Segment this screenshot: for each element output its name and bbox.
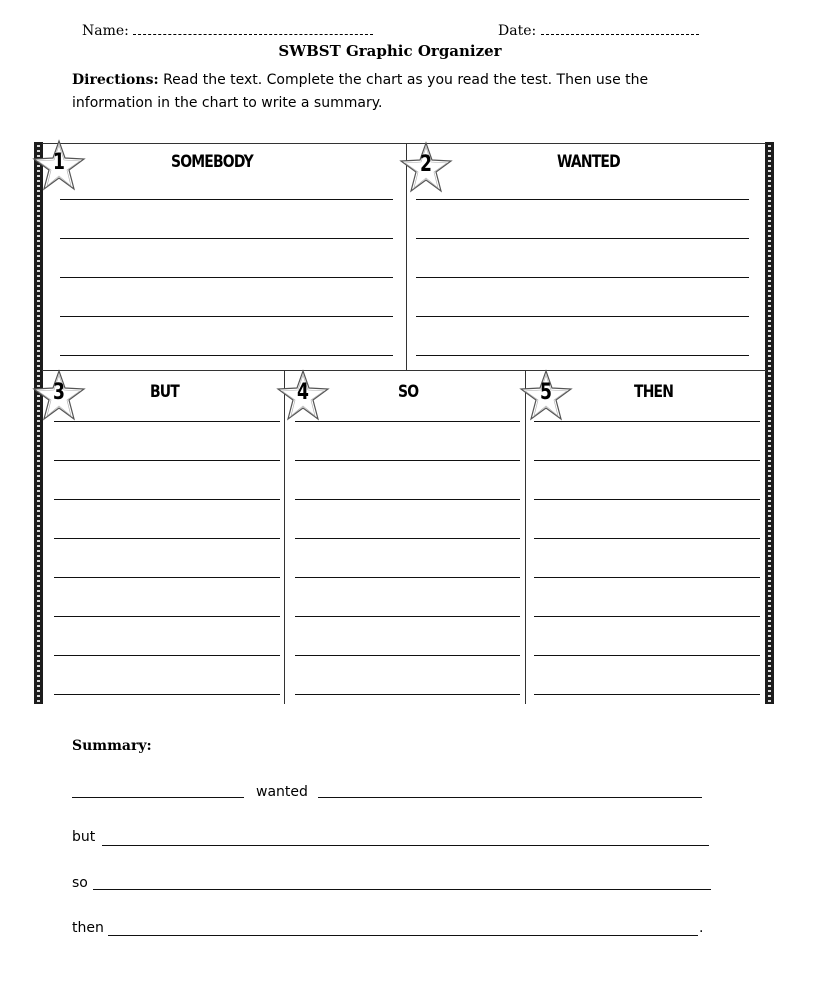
write-line[interactable] bbox=[295, 421, 520, 422]
star-3 bbox=[31, 368, 87, 424]
write-line[interactable] bbox=[54, 460, 280, 461]
write-line[interactable] bbox=[534, 421, 760, 422]
section-number: 3 bbox=[53, 380, 65, 405]
write-line[interactable] bbox=[416, 355, 749, 356]
summary-wanted-line[interactable] bbox=[318, 797, 702, 798]
summary-then-word: then bbox=[72, 920, 104, 936]
section-title: SO bbox=[398, 382, 419, 402]
write-line[interactable] bbox=[534, 655, 760, 656]
write-line[interactable] bbox=[534, 694, 760, 695]
summary-somebody-line[interactable] bbox=[72, 797, 244, 798]
name-label: Name: bbox=[82, 23, 129, 39]
summary-then-line[interactable] bbox=[108, 935, 698, 936]
write-line[interactable] bbox=[295, 460, 520, 461]
write-line[interactable] bbox=[60, 355, 393, 356]
write-line[interactable] bbox=[416, 199, 749, 200]
write-line[interactable] bbox=[295, 655, 520, 656]
write-line[interactable] bbox=[295, 499, 520, 500]
write-line[interactable] bbox=[534, 460, 760, 461]
write-line[interactable] bbox=[295, 694, 520, 695]
section-title: BUT bbox=[150, 382, 179, 402]
chart-middle-border bbox=[42, 370, 766, 371]
write-line[interactable] bbox=[60, 199, 393, 200]
summary-so-line[interactable] bbox=[93, 889, 711, 890]
section-title: SOMEBODY bbox=[171, 152, 253, 172]
summary-but-word: but bbox=[72, 829, 96, 845]
write-line[interactable] bbox=[54, 577, 280, 578]
summary-but-line[interactable] bbox=[102, 845, 709, 846]
section-number: 2 bbox=[420, 152, 432, 177]
write-line[interactable] bbox=[416, 277, 749, 278]
write-line[interactable] bbox=[54, 499, 280, 500]
write-line[interactable] bbox=[295, 577, 520, 578]
date-label: Date: bbox=[498, 23, 537, 39]
date-blank[interactable] bbox=[541, 20, 699, 35]
write-line[interactable] bbox=[54, 538, 280, 539]
right-border-rail bbox=[765, 142, 774, 704]
summary-label: Summary: bbox=[72, 738, 152, 754]
write-line[interactable] bbox=[416, 238, 749, 239]
star-4 bbox=[275, 368, 331, 424]
write-line[interactable] bbox=[534, 538, 760, 539]
write-line[interactable] bbox=[54, 655, 280, 656]
date-field[interactable] bbox=[498, 20, 699, 39]
page-title: SWBST Graphic Organizer bbox=[278, 42, 502, 60]
write-line[interactable] bbox=[60, 238, 393, 239]
star-5 bbox=[518, 368, 574, 424]
write-line[interactable] bbox=[60, 316, 393, 317]
name-field[interactable] bbox=[82, 20, 373, 39]
section-number: 1 bbox=[53, 150, 65, 175]
directions-text: Read the text. Complete the chart as you read the test. Then use the information in the chart to write a summary. bbox=[72, 72, 649, 111]
write-line[interactable] bbox=[54, 421, 280, 422]
write-line[interactable] bbox=[295, 616, 520, 617]
write-line[interactable] bbox=[295, 538, 520, 539]
write-line[interactable] bbox=[534, 577, 760, 578]
write-line[interactable] bbox=[416, 316, 749, 317]
directions-label: Directions: bbox=[72, 72, 159, 88]
write-line[interactable] bbox=[60, 277, 393, 278]
summary-period: . bbox=[699, 920, 704, 936]
write-line[interactable] bbox=[534, 499, 760, 500]
write-line[interactable] bbox=[534, 616, 760, 617]
directions bbox=[72, 69, 732, 115]
section-number: 4 bbox=[297, 380, 309, 405]
write-line[interactable] bbox=[54, 616, 280, 617]
star-1 bbox=[31, 138, 87, 194]
summary-so-word: so bbox=[72, 875, 88, 891]
section-number: 5 bbox=[540, 380, 552, 405]
section-title: THEN bbox=[634, 382, 674, 402]
section-title: WANTED bbox=[557, 152, 620, 172]
summary-wanted-word: wanted bbox=[256, 784, 308, 800]
write-line[interactable] bbox=[54, 694, 280, 695]
star-2 bbox=[398, 140, 454, 196]
name-blank[interactable] bbox=[133, 20, 373, 35]
